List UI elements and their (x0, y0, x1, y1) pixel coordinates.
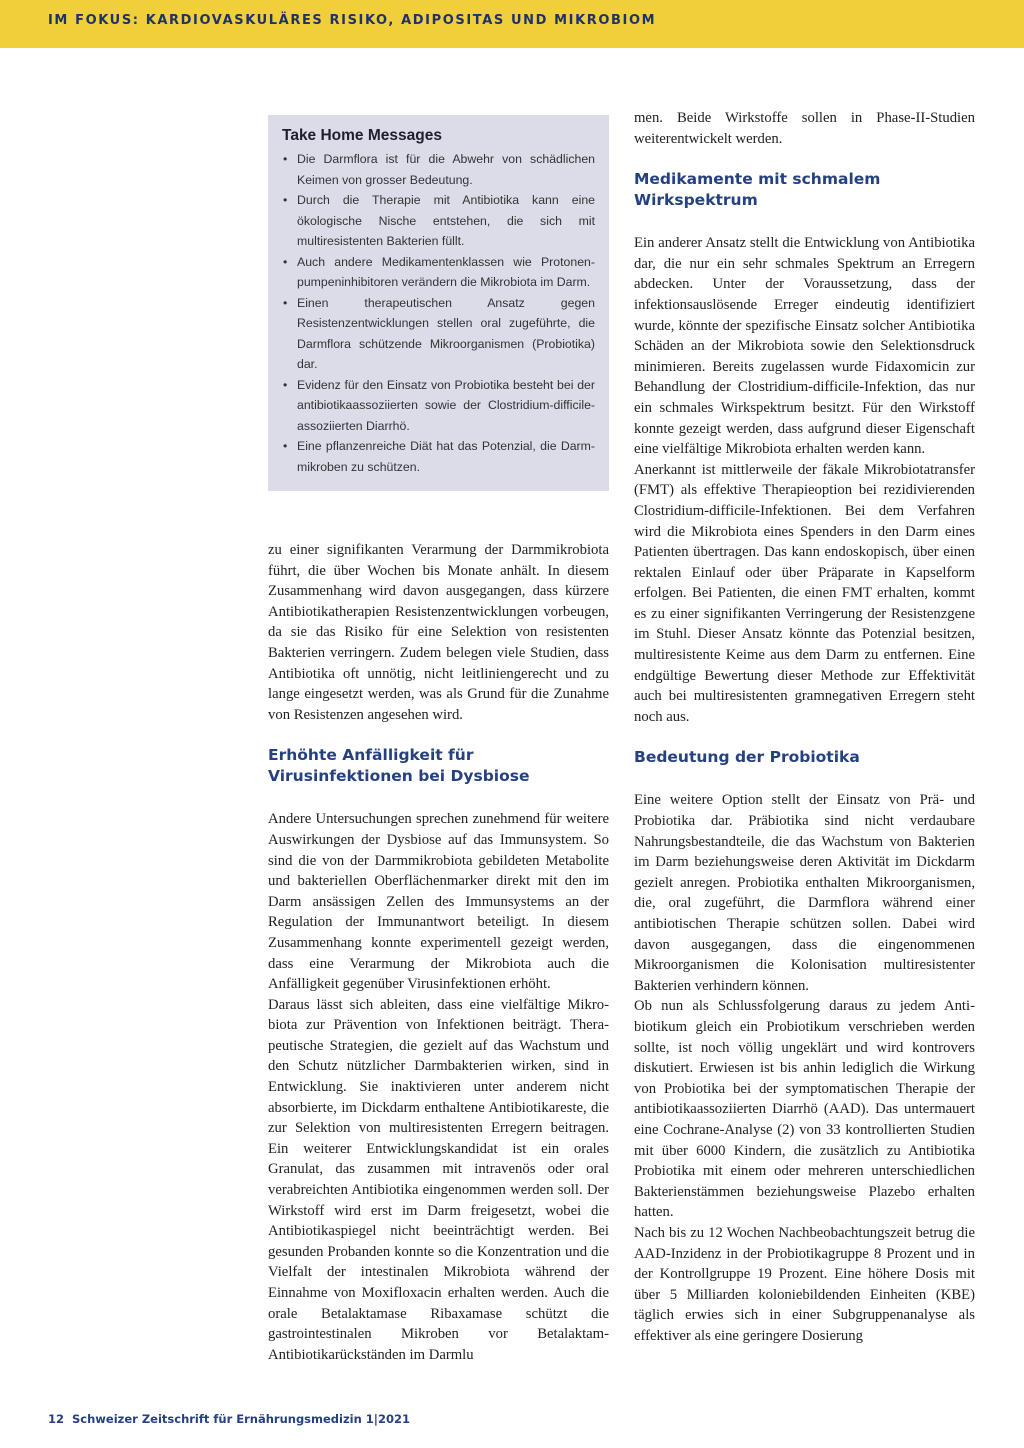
take-home-item: • Eine pflanzenreiche Diät hat das Potenzial, die Darmmikroben zu schützen. (282, 436, 595, 477)
section-heading: Bedeutung der Probiotika (634, 748, 860, 767)
journal-title: Schweizer Zeitschrift für Ernährungsmedizin 1|2021 (72, 1412, 411, 1426)
right-column (634, 108, 975, 1346)
body-paragraph: Ein anderer Ansatz stellt die Entwicklung von Antibiotika dar, die nur ein sehr schmales Spektrum an Erregern abdecken. Unter der Voraussetzung, dass der infektionsauslösende Erreger eindeutig identifiziert wurde, könnte der spezifische Einsatz solcher Antibiotika Schäden an der Mikrobiota sowie den Selektionsdruck minimieren. Bereits zugelassen wurde Fidaxomicin zur Behandlung der Clostridium-difficile-Infektion, das nur ein schmales Wirkspektrum besitzt. Für den Wirkstoff konnte gezeigt werden, dass aufgrund dieser Eigenschaft eine vielfältige Mikrobiota erhalten werden kann. (634, 235, 975, 458)
take-home-item: • Die Darmflora ist für die Abwehr von schädlichen Keimen von grosser Bedeutung. (282, 149, 595, 190)
body-paragraph: Andere Untersuchungen sprechen zunehmend für weitere Auswirkungen der Dysbiose auf das Immunsystem. So sind die von der Darmmikrobiota gebildeten Metabolite und bakteriellen Oberflächenmarker direkt mit den im Darm ansässigen Zellen des Immunsystems an der Regulation der Immunantwort beteiligt. In diesem Zusammenhang konnte experimentell gezeigt werden, dass eine Verarmung der Mikrobiota auch die Anfälligkeit gegenüber Virusinfektionen erhöht. (268, 811, 609, 993)
header-banner (0, 0, 1024, 48)
take-home-item: • Evidenz für den Einsatz von Probiotika besteht bei der antibiotikaassoziierten sowie der Clostridium-difficile-assoziierten Diarrhö. (282, 375, 595, 437)
take-home-box (268, 115, 609, 491)
body-paragraph: Ob nun als Schlussfolgerung daraus zu jedem Antibiotikum gleich ein Probiotikum verschrieben werden sollte, ist noch völlig ungeklärt und wird kontrovers diskutiert. Erwiesen ist bis anhin lediglich die Wirkung von Probiotika bei der symptomatischen Therapie der antibiotikaassoziierten Diarrhö (AAD). Das untermauert eine Cochrane-Analyse (2) von 33 kontrollierten Studien mit über 6000 Kindern, die zusätzlich zu Antibiotika Probiotika mit einem oder mehreren unterschiedlichen Bakterienstämmen beziehungsweise Plazebo erhalten hatten. (634, 998, 975, 1221)
take-home-item: • Einen therapeutischen Ansatz gegen Resistenzentwicklungen stellen oral zugeführte, die Darmflora schützende Mikroorganismen (Probiotika) dar. (282, 293, 595, 375)
section-heading: Medikamente mit schmalem Wirkspektrum (634, 170, 881, 210)
body-paragraph: men. Beide Wirkstoffe sollen in Phase-II-Studien weiterentwickelt werden. (634, 110, 975, 147)
body-paragraph: zu einer signifikanten Verarmung der Darmmikrobiota führt, die über Wochen bis Monate anhält. In diesem Zusammenhang wird davon ausgegangen, dass kürzere Antibiotikatherapien Resistenzentwicklungen vorbeugen, da sie das Risiko für eine Selektion von resistenten Bakterien verringern. Zudem belegen viele Studien, dass Antibiotika oft unnötig, nicht leitliniengerecht und zu lange eingesetzt werden, was als Grund für die Zunahme von Resistenzen angesehen wird. (268, 542, 609, 723)
body-paragraph: Eine weitere Option stellt der Einsatz von Prä- und Probiotika dar. Präbiotika sind nicht verdaubare Nahrungsbestandteile, die das Wachstum von Bakterien im Darm beziehungsweise deren Aktivität im Dickdarm gezielt anregen. Probiotika enthalten Mikroorganismen, die, oral zugeführt, die Darmflora während einer antibiotischen Therapie schützen sollen. Dabei wird davon ausgegangen, dass die eingenommenen Mikroorganismen die Kolonisation multiresistenter Bakterien verhindern können. (634, 792, 975, 994)
take-home-list (282, 149, 595, 477)
banner-title: IM FOKUS: KARDIOVASKULÄRES RISIKO, ADIPOSITAS UND MIKROBIOM (48, 13, 657, 28)
take-home-item: • Durch die Therapie mit Antibiotika kann eine ökologische Nische entstehen, die sich mit multiresistenten Bakterien füllt. (282, 190, 595, 252)
body-paragraph: Daraus lässt sich ableiten, dass eine vielfältige Mikrobiota zur Prävention von Infektionen beiträgt. Therapeutische Strategien, die gezielt auf das Wachstum und den Schutz nützlicher Darmbakterien wirken, sind in Entwicklung. Sie inaktivieren unter anderem nicht absorbierte, im Dickdarm enthaltene Antibiotikareste, die zur Selektion von multiresistenten Erregern beitragen. Ein weiterer Entwicklungskandidat ist ein orales Granulat, das zusammen mit intravenös oder oral verabreichten Antibiotika eingenommen werden soll. Der Wirkstoff wird erst im Darm freigesetzt, wobei die Antibiotikaspiegel nicht beeinträchtigt werden. Bei gesunden Probanden konnte so die Konzentration und die Vielfalt der intestinalen Mikrobiota während der Einnahme von Moxifloxacin erhalten werden. Auch die orale Betalaktamase Ribaxamase schützt die gastrointestinalen Mikroben vor Betalaktam-Antibiotikarückständen im Darmlu (268, 996, 609, 1363)
page-number: 12 (48, 1412, 65, 1426)
left-column (268, 115, 609, 1365)
page-footer (48, 1412, 410, 1426)
body-paragraph: Anerkannt ist mittlerweile der fäkale Mikrobiotatransfer (FMT) als effektive Therapieoption bei rezidivierenden Clostridium-difficile-Infektionen. Bei dem Verfahren wird die Mikrobiota eines Spenders in den Darm eines Patienten übertragen. Das kann endoskopisch, über einen rektalen Einlauf oder über Präparate in Kapselform erfolgen. Bei Patienten, die einen FMT erhalten, kommt es zu einer signifikanten Verringerung der Resistenzgene im Stuhl. Dieser Ansatz könnte das Potenzial besitzen, multiresistente Keime aus dem Darm zu entfernen. Eine endgültige Bewertung dieser Methode zur Effektivität auch bei multiresistenten gramnegativen Erregern steht noch aus. (634, 461, 975, 725)
body-paragraph: Nach bis zu 12 Wochen Nachbeobachtungszeit betrug die AAD-Inzidenz in der Probiotikagruppe 8 Prozent und in der Kontrollgruppe 19 Prozent. Eine höhere Dosis mit über 5 Milliarden koloniebildenden Einheiten (KBE) täglich erwies sich in einer Subgruppenanalyse als effektiver als eine geringere Dosierung (634, 1224, 975, 1344)
take-home-title: Take Home Messages (282, 127, 442, 144)
section-heading: Erhöhte Anfälligkeit für Virusinfektionen bei Dysbiose (268, 746, 530, 786)
take-home-item: • Auch andere Medikamentenklassen wie Protonenpumpeninhibitoren verändern die Mikrobiota im Darm. (282, 252, 595, 293)
